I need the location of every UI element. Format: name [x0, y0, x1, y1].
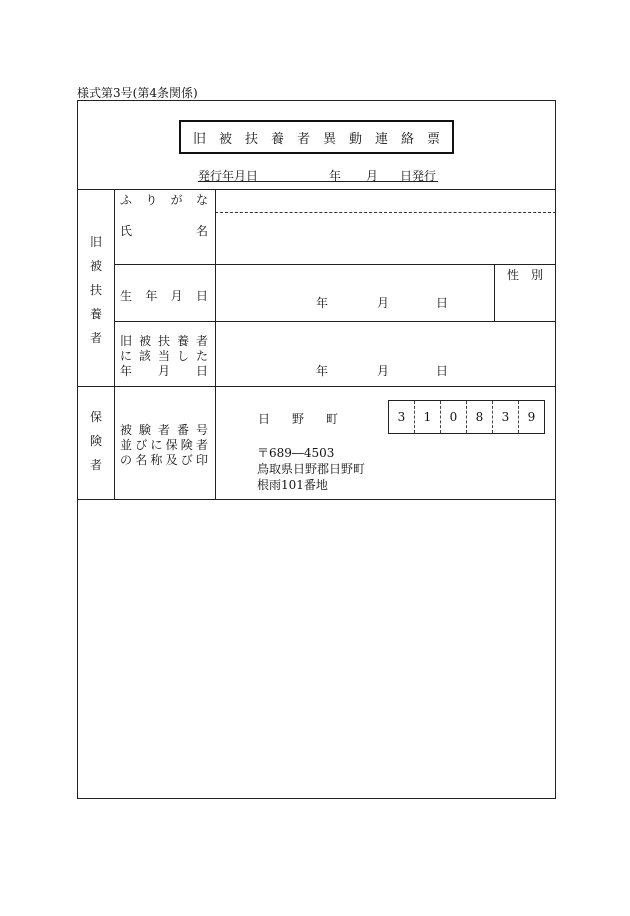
name-field[interactable] [217, 214, 555, 263]
insurer-desc-line3: の 名 称 及 び 印 [120, 453, 208, 467]
remarks-area[interactable] [78, 501, 555, 798]
issue-year: 年 [329, 169, 342, 183]
birth-month: 月 [377, 296, 390, 310]
furigana-dashed-line [215, 212, 556, 213]
divider-field-column [215, 189, 216, 499]
divider-label-column [114, 189, 115, 499]
divider-birth [115, 321, 556, 322]
insurer-number-box [388, 400, 545, 434]
sex-label: 性 別 [507, 268, 543, 282]
issue-month: 月 [366, 169, 379, 183]
form-caption: 様式第3号(第4条関係) [77, 86, 198, 100]
form-title: 旧被扶養者異動連絡票 [192, 131, 453, 147]
became-year: 年 [316, 364, 329, 378]
postal-code: 〒689―4503 [257, 446, 335, 460]
insurer-number-digit: 3 [492, 401, 518, 433]
former-dependent-label: 旧 被 扶 養 者 [89, 235, 102, 345]
insurer-label: 保 険 者 [89, 410, 102, 472]
address-line2: 根雨101番地 [257, 478, 328, 492]
divider-former [77, 386, 556, 387]
divider-sex-column [494, 264, 495, 321]
became-label-line1: 旧 被 扶 養 者 [120, 334, 208, 348]
became-day: 日 [436, 364, 449, 378]
became-month: 月 [377, 364, 390, 378]
issue-date-label: 発行年月日 [198, 169, 259, 183]
insurer-number-digit: 3 [397, 410, 406, 424]
became-label-line2: に 該 当 し た [120, 349, 208, 363]
insurer-number-digit: 9 [518, 401, 544, 433]
divider-header [77, 189, 556, 190]
insurer-desc-line2: 並 び に 保 険 者 [120, 438, 208, 452]
insurer-number-digit: 1 [414, 401, 440, 433]
birth-year: 年 [316, 296, 329, 310]
divider-insurer [77, 499, 556, 500]
became-label-line3: 年 月 日 [120, 364, 208, 378]
divider-name [115, 264, 556, 265]
insurer-name: 日 野 町 [258, 412, 338, 426]
name-label: 氏 名 [120, 224, 208, 238]
insurer-number-digit: 8 [466, 401, 492, 433]
insurer-desc-line1: 被 験 者 番 号 [120, 423, 208, 437]
insurer-number-digit: 0 [440, 401, 466, 433]
birth-day: 日 [436, 296, 449, 310]
birth-date-label: 生 年 月 日 [120, 289, 208, 303]
address-line1: 鳥取県日野郡日野町 [257, 462, 366, 476]
title-box [179, 120, 454, 154]
furigana-label: ふ り が な [120, 193, 208, 207]
issue-day: 日発行 [400, 169, 437, 183]
